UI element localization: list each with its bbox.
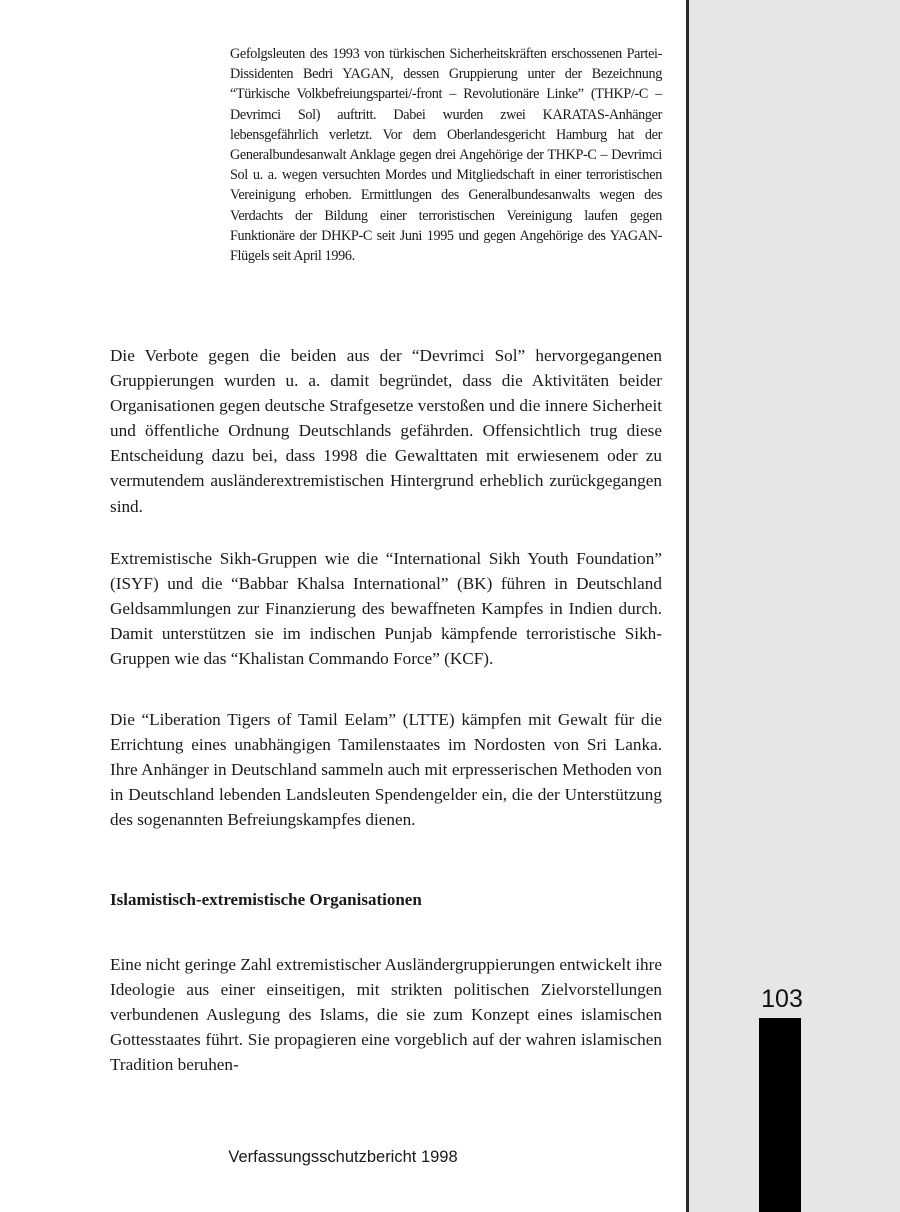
- body-paragraph-devrimci-sol: Die Verbote gegen die beiden aus der “Devrimci Sol” hervorgegangenen Gruppierungen wurden u. a. damit begründet, dass die Aktivitäten beider Organisationen gegen deutsche Strafgesetze verstoßen und die innere Sicherheit und öffentliche Ordnung Deutschlands gefährden. Offensichtlich trug diese Entscheidung dazu bei, dass 1998 die Gewalttaten mit erwiesenem oder zu vermutendem ausländerextremistischen Hintergrund erheblich zurückgegangen sind.: [110, 346, 662, 516]
- page-number: 103: [761, 985, 803, 1013]
- page-number-bar: [759, 1018, 801, 1212]
- indented-paragraph: Gefolgsleuten des 1993 von türkischen Sicherheitskräften erschossenen Partei-Dissidenten Bedri YAGAN, dessen Gruppierung unter der Bezeichnung “Türkische Volkbefreiungspartei/-front – Revolutionäre Linke” (THKP/-C – Devrimci Sol) auftritt. Dabei wurden zwei KARATAS-Anhänger lebensgefährlich verletzt. Vor dem Oberlandesgericht Hamburg hat der Generalbundesanwalt Anklage gegen drei Angehörige der THKP-C – Devrimci Sol u. a. wegen versuchten Mordes und Mitgliedschaft in einer terroristischen Vereinigung erhoben. Ermittlungen des Generalbundesanwalts wegen des Verdachts der Bildung einer terroristischen Vereinigung laufen gegen Funktionäre der DHKP-C seit Juni 1995 und gegen Angehörige des YAGAN-Flügels seit April 1996.: [230, 46, 662, 265]
- page-footer: Verfassungsschutzbericht 1998: [228, 1148, 458, 1166]
- section-heading: Islamistisch-extremistische Organisationen: [110, 890, 422, 909]
- body-paragraph-ltte: Die “Liberation Tigers of Tamil Eelam” (LTTE) kämpfen mit Gewalt für die Errichtung eines unabhängigen Tamilenstaates im Nordosten von Sri Lanka. Ihre Anhänger in Deutschland sammeln auch mit erpresserischen Methoden von in Deutschland lebenden Landsleuten Spendengelder ein, die der Unterstützung des sogenannten Befreiungskampfes dienen.: [110, 710, 662, 830]
- body-paragraph-sikh-groups: Extremistische Sikh-Gruppen wie die “International Sikh Youth Foundation” (ISYF) und die “Babbar Khalsa International” (BK) führen in Deutschland Geldsammlungen zur Finanzierung des bewaffneten Kampfes in Indien durch. Damit unterstützen sie im indischen Punjab kämpfende terroristische Sikh-Gruppen wie das “Khalistan Commando Force” (KCF).: [110, 549, 662, 669]
- section-paragraph: Eine nicht geringe Zahl extremistischer Ausländergruppierungen entwickelt ihre Ideologie aus einer einseitigen, mit strikten politischen Zielvorstellungen verbundenen Auslegung des Islams, die sie zum Konzept eines islamischen Gottesstaates führt. Sie propagieren eine vorgeblich auf der wahren islamischen Tradition beruhen-: [110, 955, 662, 1075]
